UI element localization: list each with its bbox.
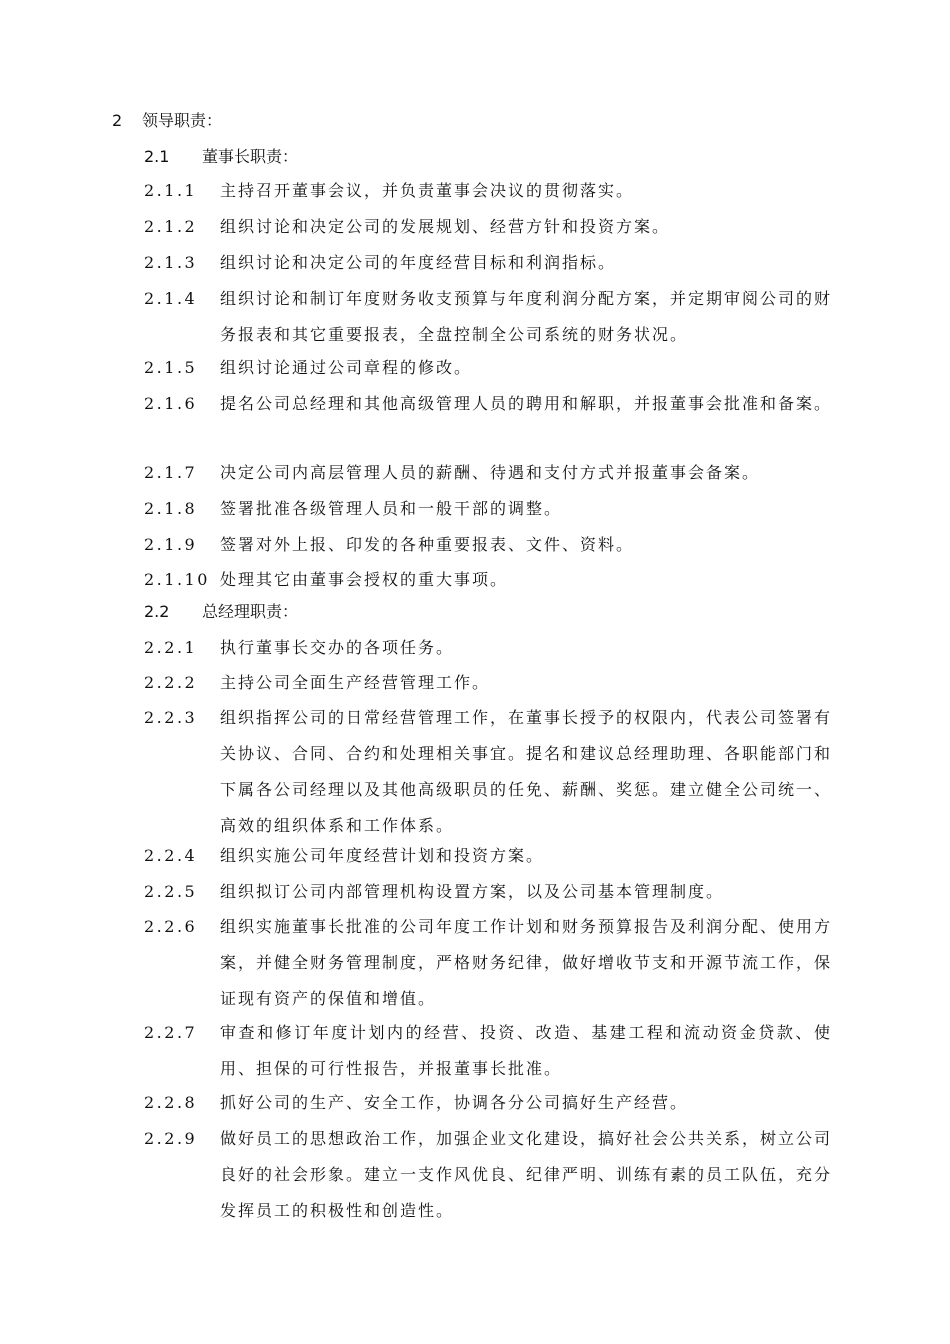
list-item: [144, 350, 844, 386]
subsection-number: 2.2: [144, 602, 170, 621]
subsection-title: 董事长职责：: [202, 147, 299, 166]
item-text: 组织讨论通过公司章程的修改。: [220, 358, 473, 377]
item-number: 2.1.4: [144, 289, 198, 308]
item-number: 2.1.10: [144, 570, 210, 589]
item-number: 2.1.5: [144, 358, 198, 377]
item-number: 2.2.8: [144, 1093, 198, 1112]
item-text: 组织实施董事长批准的公司年度工作计划和财务预算报告及利润分配、使用方案，并健全财务管理制度，严格财务纪律，做好增收节支和开源节流工作，保证现有资产的保值和增值。: [220, 917, 833, 1008]
list-item: [144, 173, 844, 209]
item-text: 审查和修订年度计划内的经营、投资、改造、基建工程和流动资金贷款、使用、担保的可行性报告，并报董事长批准。: [220, 1023, 832, 1078]
list-item: [144, 562, 844, 598]
item-text: 决定公司内高层管理人员的薪酬、待遇和支付方式并报董事会备案。: [220, 463, 761, 482]
item-number: 2.2.7: [144, 1023, 198, 1042]
item-number: 2.1.3: [144, 253, 198, 272]
list-item: [144, 455, 844, 491]
item-text: 组织讨论和制订年度财务收支预算与年度利润分配方案，并定期审阅公司的财务报表和其它重要报表，全盘控制全公司系统的财务状况。: [220, 289, 833, 344]
item-number: 2.2.6: [144, 917, 198, 936]
item-number: 2.1.2: [144, 217, 198, 236]
list-item: [144, 838, 844, 874]
item-text: 组织指挥公司的日常经营管理工作，在董事长授予的权限内，代表公司签署有关协议、合同、合约和处理相关事宜。提名和建议总经理助理、各职能部门和下属各公司经理以及其他高级职员的任免、薪酬、奖惩。建立健全公司统一、高效的组织体系和工作体系。: [220, 708, 833, 835]
item-text: 处理其它由董事会授权的重大事项。: [220, 570, 509, 589]
list-item: [144, 1085, 844, 1121]
list-item: [144, 1015, 844, 1087]
item-number: 2.1.8: [144, 499, 198, 518]
item-number: 2.2.3: [144, 708, 198, 727]
list-item: [144, 1121, 844, 1229]
list-item: [144, 281, 844, 353]
section-heading: [112, 109, 222, 133]
item-number: 2.1.6: [144, 394, 198, 413]
list-item: [144, 874, 844, 910]
list-item: [144, 491, 844, 527]
list-item: [144, 909, 844, 1017]
item-number: 2.2.9: [144, 1129, 198, 1148]
list-item: [144, 245, 844, 281]
subsection-heading-general-manager: [144, 600, 298, 624]
item-number: 2.1.1: [144, 181, 198, 200]
item-number: 2.2.4: [144, 846, 198, 865]
item-text: 执行董事长交办的各项任务。: [220, 638, 455, 657]
subsection-number: 2.1: [144, 147, 170, 166]
item-text: 组织讨论和决定公司的年度经营目标和利润指标。: [220, 253, 617, 272]
item-text: 主持召开董事会议，并负责董事会决议的贯彻落实。: [220, 181, 635, 200]
item-number: 2.2.1: [144, 638, 198, 657]
item-text: 组织拟订公司内部管理机构设置方案，以及公司基本管理制度。: [220, 882, 725, 901]
item-text: 组织讨论和决定公司的发展规划、经营方针和投资方案。: [220, 217, 671, 236]
list-item: [144, 700, 844, 844]
section-number: 2: [112, 111, 123, 130]
item-text: 组织实施公司年度经营计划和投资方案。: [220, 846, 545, 865]
item-number: 2.1.7: [144, 463, 198, 482]
list-item: [144, 630, 844, 666]
subsection-title: 总经理职责：: [202, 602, 299, 621]
item-number: 2.2.5: [144, 882, 198, 901]
list-item: [144, 386, 844, 422]
item-text: 主持公司全面生产经营管理工作。: [220, 673, 491, 692]
section-title: 领导职责：: [142, 111, 223, 130]
item-text: 抓好公司的生产、安全工作，协调各分公司搞好生产经营。: [220, 1093, 689, 1112]
item-number: 2.2.2: [144, 673, 198, 692]
item-number: 2.1.9: [144, 535, 198, 554]
item-text: 签署对外上报、印发的各种重要报表、文件、资料。: [220, 535, 635, 554]
subsection-heading-chairman: [144, 145, 298, 169]
list-item: [144, 665, 844, 701]
item-text: 做好员工的思想政治工作，加强企业文化建设，搞好社会公共关系，树立公司良好的社会形象。建立一支作风优良、纪律严明、训练有素的员工队伍，充分发挥员工的积极性和创造性。: [220, 1129, 833, 1220]
item-text: 签署批准各级管理人员和一般干部的调整。: [220, 499, 563, 518]
item-text: 提名公司总经理和其他高级管理人员的聘用和解职，并报董事会批准和备案。: [220, 394, 833, 413]
list-item: [144, 527, 844, 563]
list-item: [144, 209, 844, 245]
